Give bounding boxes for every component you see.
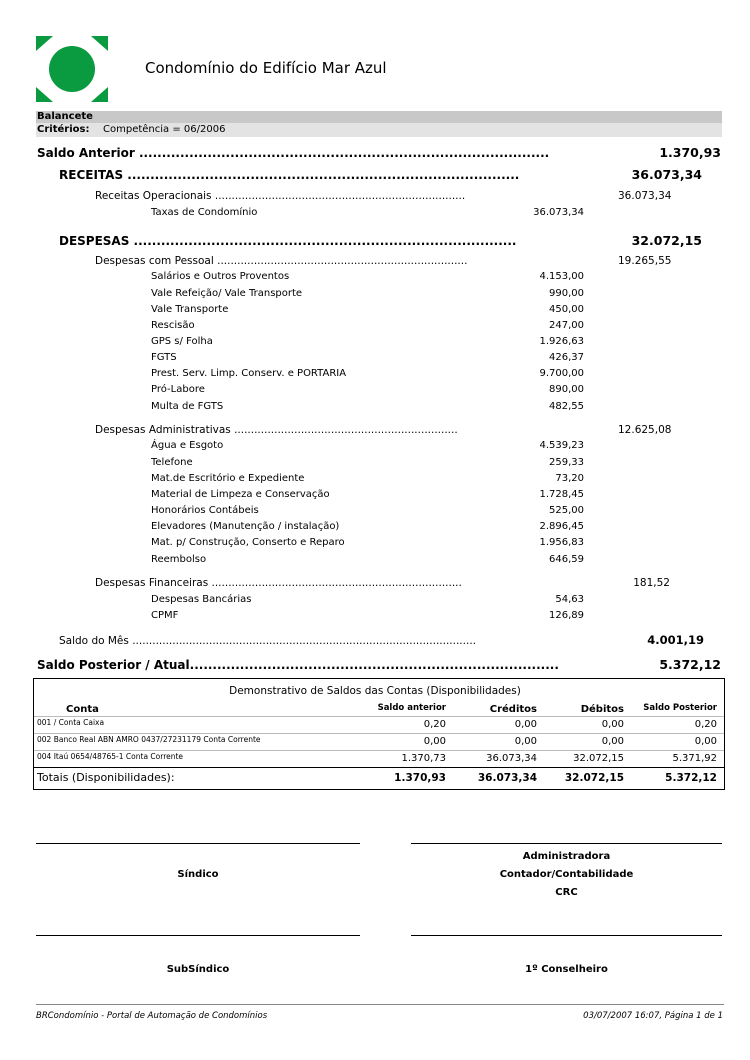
item-label: Reembolso	[151, 554, 207, 565]
table-cell: 0,00	[514, 736, 537, 747]
receitas-label: RECEITAS ......................................................................................	[59, 168, 520, 182]
logo-corner-bottom-left	[36, 87, 53, 102]
item-label: Elevadores (Manutenção / instalação)	[151, 521, 340, 532]
condominio-logo	[36, 36, 108, 102]
item-label: GPS s/ Folha	[151, 336, 213, 347]
table-divider	[34, 733, 724, 734]
saldo-anterior-label: Saldo Anterior ..........................................................................................	[37, 146, 550, 160]
item-label: Prest. Serv. Limp. Conserv. e PORTARIA	[151, 368, 347, 379]
item-label: Multa de FGTS	[151, 401, 224, 412]
item-label: Água e Esgoto	[151, 440, 224, 451]
col-saldo-posterior-header: Saldo Posterior	[643, 703, 717, 713]
item-label: Salários e Outros Proventos	[151, 271, 290, 282]
table-cell: 0,00	[423, 736, 446, 747]
table-cell: 0,20	[694, 719, 717, 730]
table-cell: 0,00	[601, 719, 624, 730]
item-value: 1.956,83	[539, 537, 584, 548]
totals-label: Totais (Disponibilidades):	[37, 771, 175, 784]
totals-cell: 32.072,15	[564, 772, 624, 784]
item-value: 482,55	[549, 401, 584, 412]
group-total: 36.073,34	[618, 190, 672, 202]
item-value: 54,63	[555, 594, 584, 605]
item-value: 646,59	[549, 554, 584, 565]
item-value: 4.153,00	[539, 271, 584, 282]
item-value: 1.926,63	[539, 336, 584, 347]
item-value: 1.728,45	[539, 489, 584, 500]
logo-corner-top-left	[36, 36, 53, 51]
logo-corner-top-right	[91, 36, 108, 51]
signature-line-conselheiro	[411, 935, 722, 936]
totals-cell: 36.073,34	[477, 772, 537, 784]
item-value: 450,00	[549, 304, 584, 315]
totals-cell: 5.372,12	[665, 772, 717, 784]
table-divider	[34, 767, 724, 768]
table-cell: 0,20	[423, 719, 446, 730]
item-value: 259,33	[549, 457, 584, 468]
item-label: Pró-Labore	[151, 384, 205, 395]
item-label: FGTS	[151, 352, 177, 363]
signature-line-administradora	[411, 843, 722, 844]
item-label: Mat.de Escritório e Expediente	[151, 473, 305, 484]
report-type: Balancete	[37, 111, 93, 122]
signature-contador: Contador/Contabilidade	[499, 869, 634, 880]
footer-divider	[36, 1004, 724, 1005]
group-total: 19.265,55	[618, 255, 672, 267]
table-cell: 0,00	[601, 736, 624, 747]
item-value: 990,00	[549, 288, 584, 299]
demonstrativo-title: Demonstrativo de Saldos das Contas (Disponibilidades)	[229, 685, 521, 697]
item-label: Vale Transporte	[151, 304, 229, 315]
table-row-conta: 002 Banco Real ABN AMRO 0437/27231179 Conta Corrente	[37, 735, 261, 744]
item-label: Telefone	[151, 457, 193, 468]
table-divider	[34, 716, 724, 717]
table-cell: 0,00	[514, 719, 537, 730]
criteria-value: Competência = 06/2006	[103, 124, 226, 135]
signature-crc: CRC	[555, 887, 578, 898]
despesas-value: 32.072,15	[631, 233, 702, 248]
table-divider	[34, 750, 724, 751]
signature-subsindico: SubSíndico	[166, 964, 230, 975]
criteria-label: Critérios:	[37, 124, 90, 135]
group-receitas-operacionais: Receitas Operacionais ...........................................................................	[95, 190, 466, 202]
col-creditos-header: Créditos	[489, 704, 537, 715]
footer-left: BRCondomínio - Portal de Automação de Condomínios	[36, 1011, 268, 1021]
item-value: 247,00	[549, 320, 584, 331]
item-value: 36.073,34	[533, 207, 584, 218]
item-label: Material de Limpeza e Conservação	[151, 489, 330, 500]
col-conta-header: Conta	[66, 704, 99, 715]
item-value: 2.896,45	[539, 521, 584, 532]
table-row-conta: 001 / Conta Caixa	[37, 718, 105, 727]
item-value: 9.700,00	[539, 368, 584, 379]
signature-line-sindico	[36, 843, 360, 844]
totals-cell: 1.370,93	[394, 772, 446, 784]
group-total: 181,52	[633, 577, 670, 589]
group-total: 12.625,08	[618, 424, 672, 436]
report-type-band	[36, 111, 722, 123]
table-cell: 1.370,73	[401, 753, 446, 764]
receitas-value: 36.073,34	[631, 167, 702, 182]
signature-sindico: Síndico	[177, 869, 219, 880]
col-debitos-header: Débitos	[580, 704, 624, 715]
item-label: Rescisão	[151, 320, 195, 331]
group-despesas-administrativas: Despesas Administrativas ...................................................................	[95, 424, 458, 436]
table-cell: 32.072,15	[573, 753, 624, 764]
saldo-posterior-value: 5.372,12	[659, 657, 721, 672]
saldo-anterior-value: 1.370,93	[659, 145, 721, 160]
table-cell: 36.073,34	[486, 753, 537, 764]
saldo-mes-value: 4.001,19	[647, 633, 704, 647]
org-title: Condomínio do Edifício Mar Azul	[145, 59, 387, 77]
despesas-label: DESPESAS ....................................................................................	[59, 234, 517, 248]
signature-administradora: Administradora	[522, 851, 611, 862]
signature-conselheiro: 1º Conselheiro	[525, 964, 608, 975]
table-cell: 0,00	[694, 736, 717, 747]
saldo-posterior-label: Saldo Posterior / Atual.................................................................................	[37, 658, 559, 672]
item-label: Mat. p/ Construção, Conserto e Reparo	[151, 537, 345, 548]
item-value: 4.539,23	[539, 440, 584, 451]
logo-circle	[49, 46, 95, 92]
item-label: Vale Refeição/ Vale Transporte	[151, 288, 303, 299]
item-label: Taxas de Condomínio	[151, 207, 258, 218]
item-value: 525,00	[549, 505, 584, 516]
item-value: 426,37	[549, 352, 584, 363]
item-label: Despesas Bancárias	[151, 594, 252, 605]
item-value: 890,00	[549, 384, 584, 395]
item-label: CPMF	[151, 610, 179, 621]
col-saldo-anterior-header: Saldo anterior	[377, 703, 446, 713]
item-label: Honorários Contábeis	[151, 505, 259, 516]
footer-right: 03/07/2007 16:07, Página 1 de 1	[583, 1011, 723, 1021]
table-cell: 5.371,92	[672, 753, 717, 764]
signature-line-subsindico	[36, 935, 360, 936]
item-value: 126,89	[549, 610, 584, 621]
group-despesas-pessoal: Despesas com Pessoal ...........................................................................	[95, 255, 468, 267]
group-despesas-financeiras: Despesas Financeiras ...........................................................................	[95, 577, 462, 589]
item-value: 73,20	[555, 473, 584, 484]
saldo-mes-label: Saldo do Mês .......................................................................................................	[59, 635, 476, 647]
table-row-conta: 004 Itaú 0654/48765-1 Conta Corrente	[37, 752, 184, 761]
logo-corner-bottom-right	[91, 87, 108, 102]
